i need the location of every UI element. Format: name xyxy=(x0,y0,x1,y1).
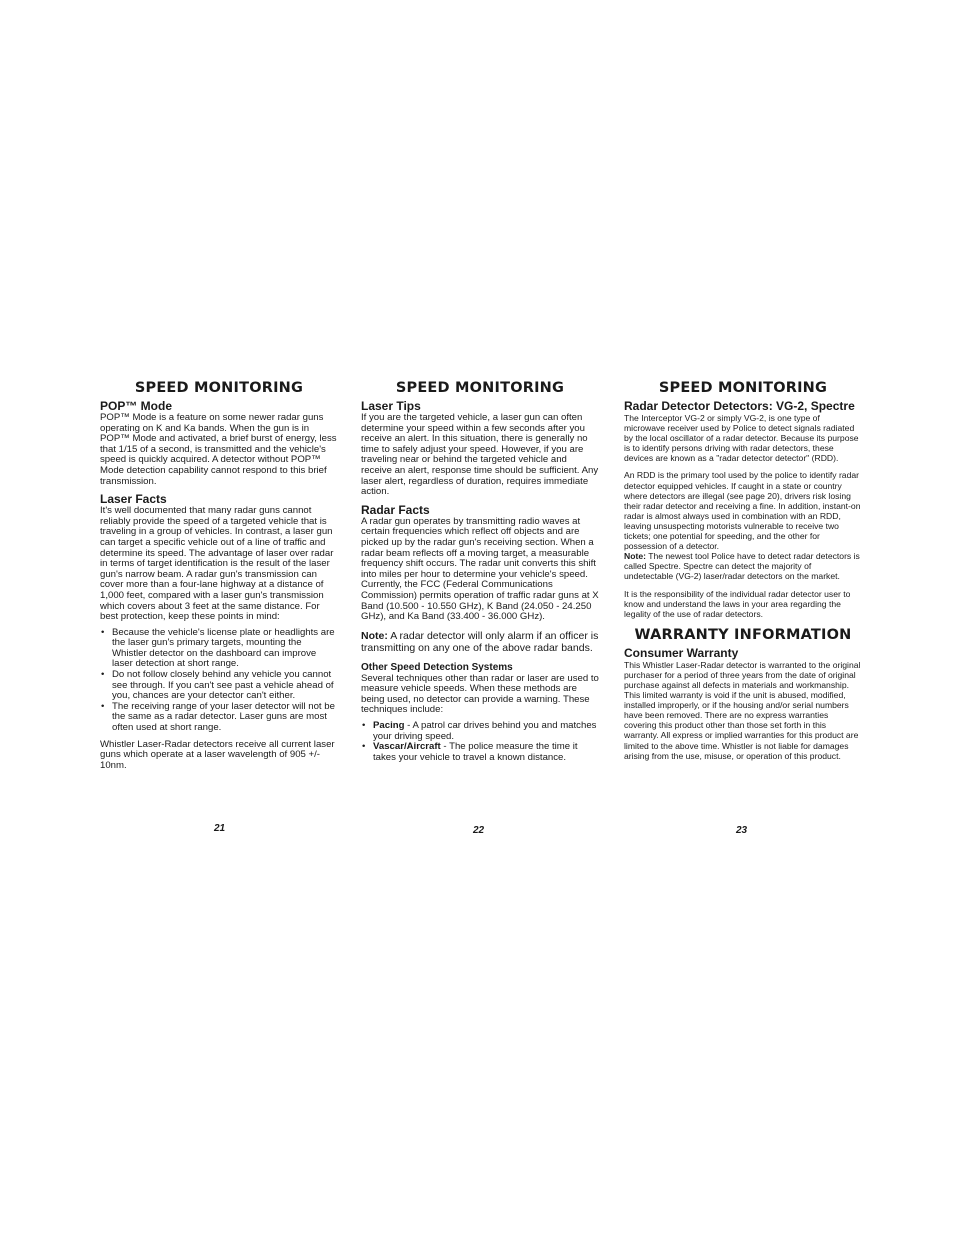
rdd-text-2: An RDD is the primary tool used by the police to identify radar detector equipped vehicles. If caught in a state or country where detectors are illegal (see page 20), drivers risk losing their radar detector and receiving a fine. In addition, instant-on radar is almost always used in combination with an RDD, leaving unsuspecting motorists vulnerable to receive two tickets; one potential for speeding, and the other for possession of a detector. xyxy=(624,470,861,552)
page-number-23: 23 xyxy=(736,825,748,836)
rdd-note xyxy=(624,551,862,581)
laser-tips-title: Laser Tips xyxy=(361,399,421,413)
note-label: Note: xyxy=(361,629,388,642)
page-23-header: SPEED MONITORING xyxy=(658,380,828,396)
consumer-warranty-text: This Whistler Laser-Radar detector is warranted to the original purchaser for a period of three years from the date of original purchase against all defects in materials and workmanship. This limited warranty is void if the unit is abused, modified, installed improperly, or if the housing and/or serial numbers have been removed. There are no express warranties covering this product other than those set forth in this warranty. All express or implied warranties for this product are limited to the above time. Whistler is not liable for damages arising from the use, misuse, or operation of this product. xyxy=(624,659,861,761)
bullet-text: - The police measure the time it takes your vehicle to travel a known distance. xyxy=(373,741,578,763)
radar-facts-text: A radar gun operates by transmitting radio waves at certain frequencies which reflect off objects and are picked up by the radar gun's receiving section. When a radar beam reflects off a moving target, a measurable frequency shift occurs. The radar unit converts this shift into miles per hour to determine your vehicle's speed. Currently, the FCC (Federal Communications Commission) permits operation of traffic radar guns at X Band (10.500 - 10.550 GHz), K Band (24.050 - 24.250 GHz), and Ka Band (33.400 - 36.000 GHz). xyxy=(361,515,599,623)
page-21-column xyxy=(100,380,338,771)
list-item: • Because the vehicle's license plate or headlights are the laser gun's primary targets, mounting the Whistler detector on the dashboard can improve laser detection at short range. xyxy=(100,628,338,670)
rdd-text-1: The Interceptor VG-2 or simply VG-2, is one type of microwave receiver used by Police to detect signals radiated by the local oscillator of a radar detector. Because its purpose is to identify persons driving with radar detectors, these devices are known as a "radar detector detector" (RDD). xyxy=(624,413,859,464)
rdd-text-3: It is the responsibility of the individual radar detector user to know and understand the laws in your area regarding the legality of the use of radar detectors. xyxy=(624,588,851,619)
laser-tips-text: If you are the targeted vehicle, a laser gun can often determine your speed within a few seconds after you receive an alert. In this situation, there is generally no time to safely adjust your speed. However, if you are traveling near or behind the targeted vehicle and receive an alert, response time should be sufficient. Any laser alert, regardless of duration, requires immediate action. xyxy=(361,412,599,498)
bullet-text: - A patrol car drives behind you and matches your driving speed. xyxy=(373,720,597,742)
pop-mode-title: POP™ Mode xyxy=(100,399,173,413)
consumer-warranty-title: Consumer Warranty xyxy=(624,645,739,660)
page-21-header: SPEED MONITORING xyxy=(134,380,304,396)
page-23-column xyxy=(624,380,862,761)
laser-facts-bullets xyxy=(100,628,338,734)
radar-note xyxy=(361,630,599,654)
warranty-header: WARRANTY INFORMATION xyxy=(634,626,852,643)
laser-facts-text: It's well documented that many radar guns cannot reliably provide the speed of a targeted vehicle that is traveling in a group of vehicles. In contrast, a laser gun can target a specific vehicle out of a line of traffic and determine its speed. The advantage of laser over radar in terms of target identification is the result of the laser gun's narrow beam. A radar gun's transmission can cover more than a four-lane highway at a distance of 1,000 feet, compared with a laser gun's transmission which covers about 3 feet at the same distance. For best protection, keep these points in mind: xyxy=(100,505,334,623)
pop-mode-text: POP™ Mode is a feature on some newer radar guns operating on K and Ka bands. When the gun is in POP™ Mode and activated, a brief burst of energy, less that 1/15 of a second, is transmitted and the vehicle's speed is quickly acquired. A detector without POP™ Mode detection capability cannot respond to this brief transmission. xyxy=(100,412,337,487)
page-22-column xyxy=(361,380,599,769)
rdd-title: Radar Detector Detectors: VG-2, Spectre xyxy=(624,399,855,413)
list-item: • Do not follow closely behind any vehicle you cannot see through. If you can't see past a vehicle ahead of you, chances are your detector can't either. xyxy=(100,670,338,702)
page-22-header: SPEED MONITORING xyxy=(395,380,565,396)
list-item: • The receiving range of your laser detector will not be the same as a radar detector. Laser guns are most often used at short range. xyxy=(100,702,338,734)
page-number-21: 21 xyxy=(214,823,226,834)
page-number-22: 22 xyxy=(473,825,485,836)
note-text: A radar detector will only alarm if an officer is transmitting on any one of the above radar bands. xyxy=(361,629,599,654)
list-item xyxy=(361,742,599,763)
bullet-term: Vascar/Aircraft xyxy=(373,741,441,753)
laser-facts-title: Laser Facts xyxy=(100,492,167,507)
note-text: The newest tool Police have to detect radar detectors is called Spectre. Spectre can detect the majority of undetectable (VG-2) laser/radar detectors on the market. xyxy=(624,551,860,582)
list-item xyxy=(361,721,599,742)
other-systems-text: Several techniques other than radar or laser are used to measure vehicle speeds. When these methods are being used, no detector can provide a warning. These techniques include: xyxy=(361,672,599,716)
other-systems-title: Other Speed Detection Systems xyxy=(361,661,513,673)
radar-facts-title: Radar Facts xyxy=(361,502,430,517)
laser-wavelength-text: Whistler Laser-Radar detectors receive all current laser guns which operate at a laser wavelength of 905 +/- 10nm. xyxy=(100,738,335,771)
other-systems-bullets xyxy=(361,721,599,763)
bullet-term: Pacing xyxy=(373,720,405,732)
note-label: Note: xyxy=(624,551,646,562)
